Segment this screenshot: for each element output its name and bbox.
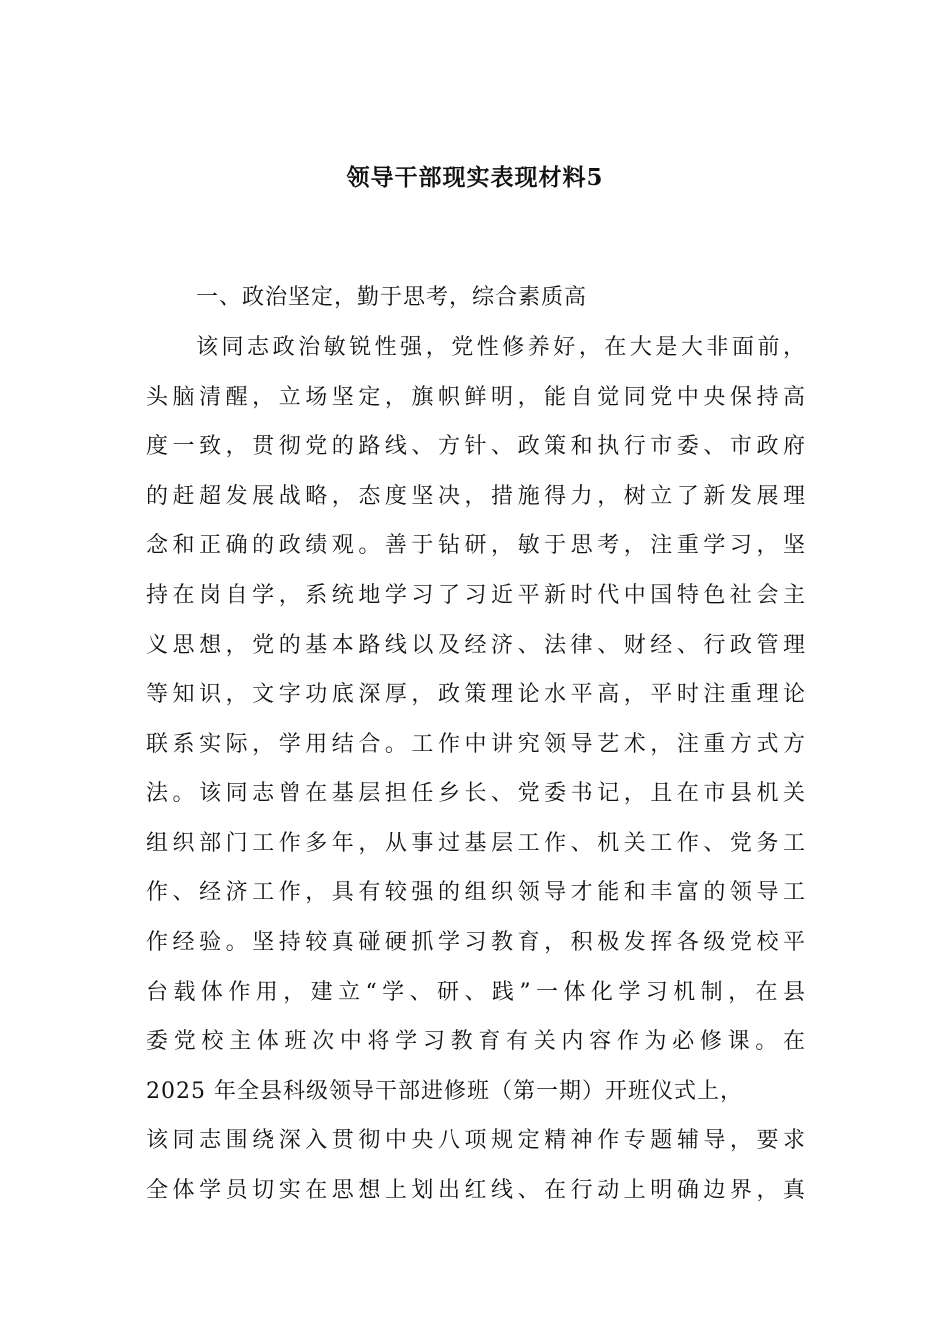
paragraph-line: 头脑清醒，立场坚定，旗帜鲜明，能自觉同党中央保持高 bbox=[146, 385, 806, 410]
paragraph-line: 持在岗自学，系统地学习了习近平新时代中国特色社会主 bbox=[146, 583, 806, 608]
paragraph-line: 全体学员切实在思想上划出红线、在行动上明确边界，真 bbox=[146, 1178, 806, 1203]
paragraph-line: 委党校主体班次中将学习教育有关内容作为必修课。在 bbox=[146, 1029, 806, 1054]
paragraph-line: 义思想，党的基本路线以及经济、法律、财经、行政管理 bbox=[146, 633, 806, 658]
document-title: 领导干部现实表现材料5 bbox=[346, 164, 604, 191]
paragraph-line: 作经验。坚持较真碰硬抓学习教育，积极发挥各级党校平 bbox=[146, 930, 806, 955]
paragraph-line: 的赶超发展战略，态度坚决，措施得力，树立了新发展理 bbox=[146, 484, 806, 509]
paragraph-line: 联系实际，学用结合。工作中讲究领导艺术，注重方式方 bbox=[146, 732, 806, 757]
paragraph-line: 念和正确的政绩观。善于钻研，敏于思考，注重学习，坚 bbox=[146, 533, 806, 558]
paragraph-line: 2025 年全县科级领导干部进修班（第一期）开班仪式上， bbox=[146, 1079, 743, 1104]
paragraph-line: 法。该同志曾在基层担任乡长、党委书记，且在市县机关 bbox=[146, 781, 806, 806]
section-heading: 一、政治坚定，勤于思考，综合素质高 bbox=[196, 285, 588, 310]
paragraph-line: 该同志政治敏锐性强，党性修养好，在大是大非面前， bbox=[196, 335, 806, 360]
paragraph-line: 等知识，文字功底深厚，政策理论水平高，平时注重理论 bbox=[146, 682, 806, 707]
paragraph-line: 该同志围绕深入贯彻中央八项规定精神作专题辅导，要求 bbox=[146, 1128, 806, 1153]
paragraph-line: 度一致，贯彻党的路线、方针、政策和执行市委、市政府 bbox=[146, 434, 806, 459]
paragraph-line: 组织部门工作多年，从事过基层工作、机关工作、党务工 bbox=[146, 831, 806, 856]
paragraph-line: 台载体作用，建立“学、研、践”一体化学习机制，在县 bbox=[146, 980, 806, 1005]
paragraph-line: 作、经济工作，具有较强的组织领导才能和丰富的领导工 bbox=[146, 880, 806, 905]
